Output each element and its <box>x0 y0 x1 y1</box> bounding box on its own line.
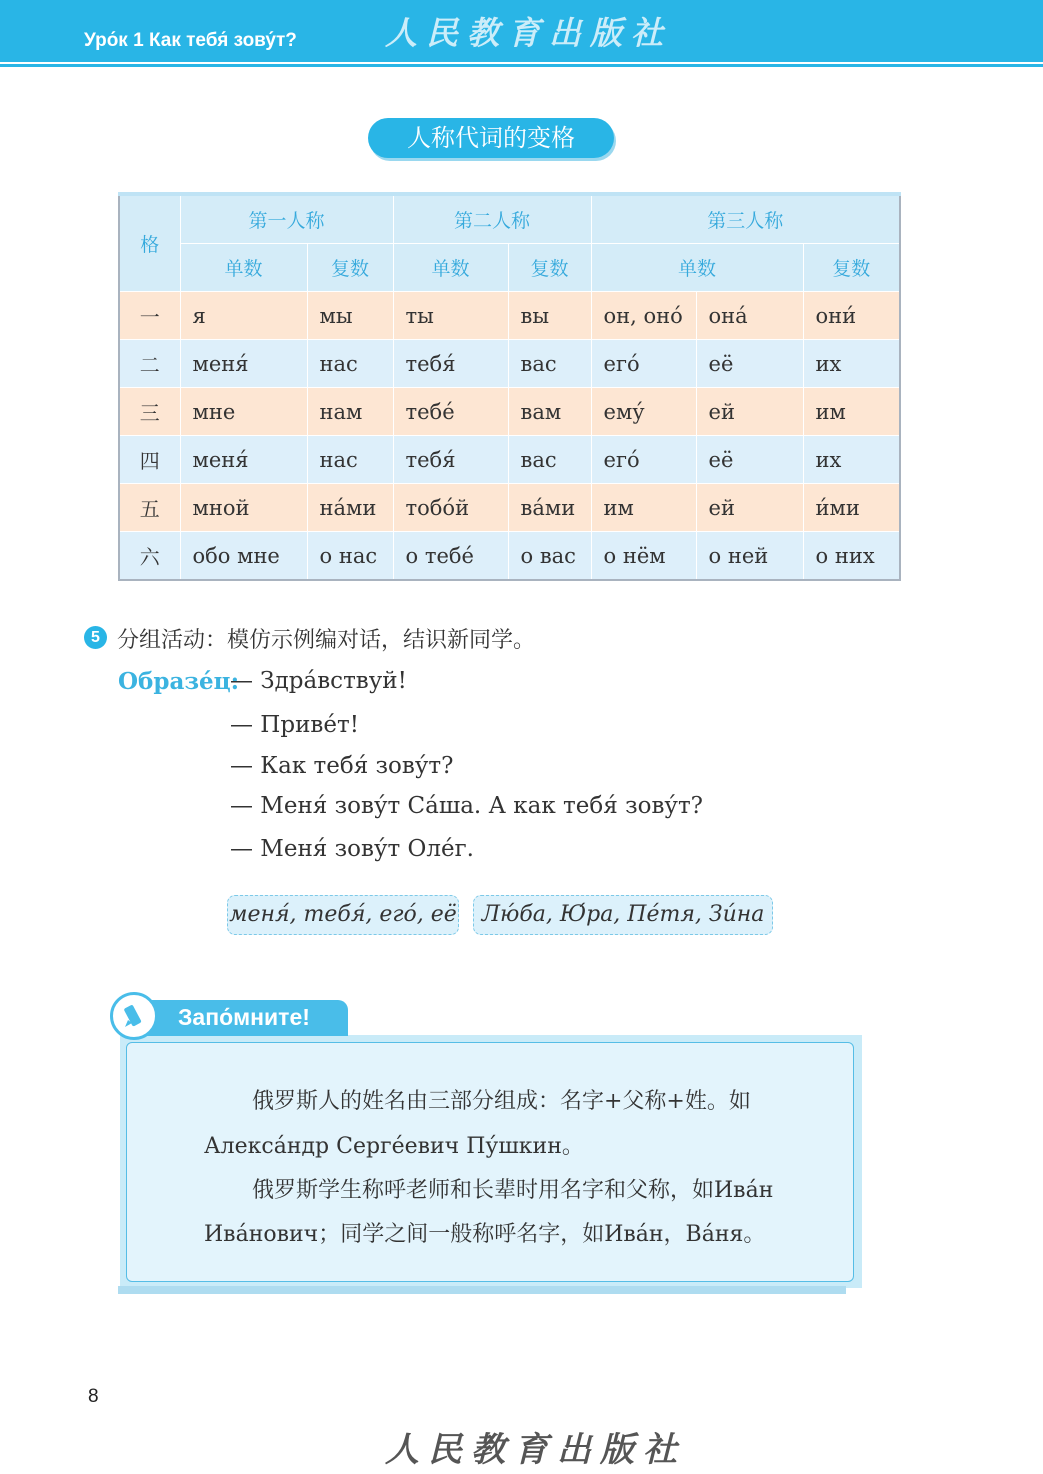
dialog-line: — Как тебя́ зову́т? <box>230 753 454 779</box>
publisher-logo-footer: 人民教育出版社 <box>385 1430 686 1470</box>
pronoun-form-cell: о них <box>803 532 900 581</box>
table-row <box>119 532 900 581</box>
pronoun-form-cell: меня́ <box>180 436 307 484</box>
case-number-cell: 四 <box>119 436 180 484</box>
pronoun-form-cell: о нас <box>307 532 393 581</box>
pronoun-form-cell: о тебе́ <box>393 532 508 581</box>
table-row <box>119 484 900 532</box>
pronoun-form-cell: их <box>803 340 900 388</box>
pronoun-form-cell: ей <box>696 484 803 532</box>
pronoun-form-cell: вас <box>508 340 591 388</box>
pronoun-form-cell: она́ <box>696 292 803 340</box>
pronoun-form-cell: тебя́ <box>393 340 508 388</box>
pronoun-form-cell: вам <box>508 388 591 436</box>
dialog-line: — Меня́ зову́т Оле́г. <box>230 836 474 862</box>
pronoun-form-cell: и́ми <box>803 484 900 532</box>
number-header: 复数 <box>307 244 393 292</box>
pronoun-form-cell: нас <box>307 436 393 484</box>
remember-text-line: Ива́нович；同学之间一般称呼名字，如Ива́н，Ва́ня。 <box>204 1222 766 1247</box>
person-header-second: 第二人称 <box>393 194 591 244</box>
pronoun-form-cell: её <box>696 340 803 388</box>
pronoun-declension-table <box>118 192 901 581</box>
case-number-cell: 一 <box>119 292 180 340</box>
pronoun-word-box: меня́, тебя́, его́, её <box>227 895 459 935</box>
pronoun-form-cell: ва́ми <box>508 484 591 532</box>
table-corner-header: 格 <box>119 194 180 292</box>
table-row <box>119 436 900 484</box>
pronoun-form-cell: вы <box>508 292 591 340</box>
dialog-line: — Здра́вствуй! <box>230 668 407 694</box>
pronoun-form-cell: ты <box>393 292 508 340</box>
case-number-cell: 二 <box>119 340 180 388</box>
pencil-icon <box>110 992 158 1040</box>
remember-text-line: 俄罗斯学生称呼老师和长辈时用名字和父称，如Ива́н <box>252 1178 774 1203</box>
pronoun-form-cell: о вас <box>508 532 591 581</box>
pronoun-form-cell: его́ <box>591 340 696 388</box>
remember-title: Запо́мните! <box>178 1004 310 1030</box>
pronoun-form-cell: он, оно́ <box>591 292 696 340</box>
pronoun-form-cell: нас <box>307 340 393 388</box>
pronoun-form-cell: им <box>591 484 696 532</box>
pronoun-form-cell: я <box>180 292 307 340</box>
pronoun-form-cell: тебе́ <box>393 388 508 436</box>
pronoun-form-cell: им <box>803 388 900 436</box>
pronoun-form-cell: нам <box>307 388 393 436</box>
pronoun-form-cell: на́ми <box>307 484 393 532</box>
remember-text-line: 俄罗斯人的姓名由三部分组成：名字+父称+姓。如 <box>252 1089 751 1114</box>
number-header: 单数 <box>393 244 508 292</box>
remember-box-bottom-bar <box>118 1286 846 1294</box>
number-header: 复数 <box>803 244 900 292</box>
number-header: 复数 <box>508 244 591 292</box>
publisher-logo-header: 人民教育出版社 <box>385 14 673 52</box>
pronoun-form-cell: тебя́ <box>393 436 508 484</box>
table-row <box>119 340 900 388</box>
pronoun-form-cell: они́ <box>803 292 900 340</box>
case-number-cell: 三 <box>119 388 180 436</box>
pronoun-form-cell: ей <box>696 388 803 436</box>
pronoun-form-cell: мной <box>180 484 307 532</box>
activity-instruction: 分组活动：模仿示例编对话，结识新同学。 <box>117 628 536 653</box>
pronoun-form-cell: мы <box>307 292 393 340</box>
number-header: 单数 <box>591 244 803 292</box>
pronoun-form-cell: меня́ <box>180 340 307 388</box>
pronoun-form-cell: его́ <box>591 436 696 484</box>
lesson-title: Уро́к 1 Как тебя́ зову́т? <box>84 30 297 51</box>
case-number-cell: 六 <box>119 532 180 581</box>
pronoun-form-cell: их <box>803 436 900 484</box>
section-title: 人称代词的变格 <box>368 118 614 158</box>
dialog-line: — Меня́ зову́т Са́ша. А как тебя́ зову́т? <box>230 793 703 819</box>
header-divider <box>0 64 1043 67</box>
sample-label: Образе́ц: <box>118 668 240 695</box>
table-row <box>119 388 900 436</box>
pronoun-form-cell: обо мне <box>180 532 307 581</box>
table-row <box>119 292 900 340</box>
pronoun-form-cell: мне <box>180 388 307 436</box>
person-header-first: 第一人称 <box>180 194 393 244</box>
dialog-line: — Приве́т! <box>230 712 359 738</box>
pronoun-form-cell: вас <box>508 436 591 484</box>
number-header: 单数 <box>180 244 307 292</box>
person-header-third: 第三人称 <box>591 194 900 244</box>
pronoun-form-cell: ему́ <box>591 388 696 436</box>
case-number-cell: 五 <box>119 484 180 532</box>
pronoun-form-cell: о нём <box>591 532 696 581</box>
page-number: 8 <box>88 1386 99 1407</box>
remember-text-line: Алекса́ндр Серге́евич Пу́шкин。 <box>204 1134 584 1159</box>
pronoun-form-cell: о ней <box>696 532 803 581</box>
names-word-box: Лю́ба, Ю́ра, Пе́тя, Зи́на <box>473 895 773 935</box>
pronoun-form-cell: её <box>696 436 803 484</box>
activity-number-badge: 5 <box>84 626 107 649</box>
pronoun-form-cell: тобо́й <box>393 484 508 532</box>
